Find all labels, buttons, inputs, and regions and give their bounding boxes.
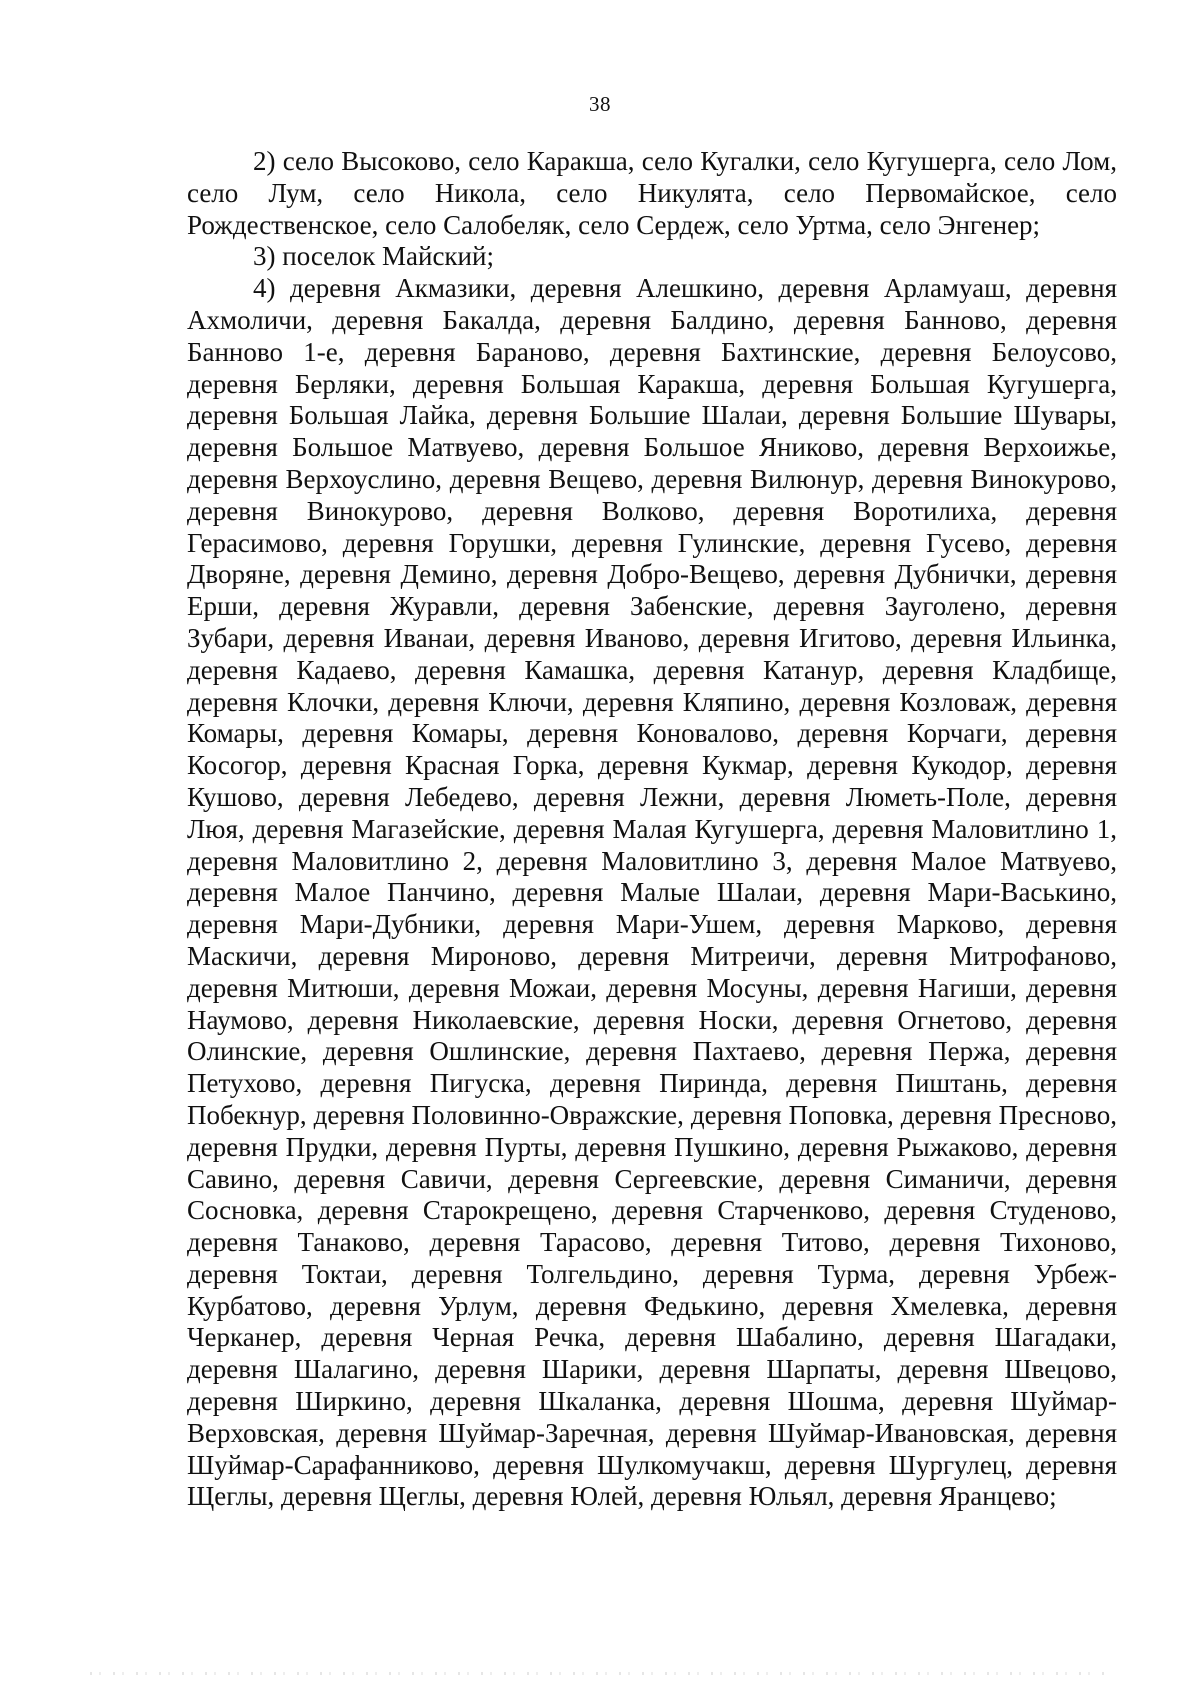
page-number: 38 <box>589 92 611 116</box>
document-body <box>187 146 1117 1513</box>
paragraph-villages-derevnya: 4) деревня Акмазики, деревня Алешкино, деревня Арламуаш, деревня Ахмоличи, деревня Бакалда, деревня Балдино, деревня Банново, деревня Банново 1-е, деревня Бараново, деревня Бахтинские, деревня Белоусово, деревня Берляки, деревня Большая Каракша, деревня Большая Кугушерга, деревня Большая Лайка, деревня Большие Шалаи, деревня Большие Шувары, деревня Большое Матвуево, деревня Большое Яниково, деревня Верхоижье, деревня Верхоуслино, деревня Вещево, деревня Вилюнур, деревня Винокурово, деревня Винокурово, деревня Волково, деревня Воротилиха, деревня Герасимово, деревня Горушки, деревня Гулинские, деревня Гусево, деревня Дворяне, деревня Демино, деревня Добро-Вещево, деревня Дубнички, деревня Ерши, деревня Журавли, деревня Забенские, деревня Зауголено, деревня Зубари, деревня Иванаи, деревня Иваново, деревня Игитово, деревня Ильинка, деревня Кадаево, деревня Камашка, деревня Катанур, деревня Кладбище, деревня Клочки, деревня Ключи, деревня Кляпино, деревня Козловаж, деревня Комары, деревня Комары, деревня Коновалово, деревня Корчаги, деревня Косогор, деревня Красная Горка, деревня Кукмар, деревня Кукодор, деревня Кушово, деревня Лебедево, деревня Лежни, деревня Люметь-Поле, деревня Люя, деревня Магазейские, деревня Малая Кугушерга, деревня Маловитлино 1, деревня Маловитлино 2, деревня Маловитлино 3, деревня Малое Матвуево, деревня Малое Панчино, деревня Малые Шалаи, деревня Мари-Васькино, деревня Мари-Дубники, деревня Мари-Ушем, деревня Марково, деревня Маскичи, деревня Мироново, деревня Митреичи, деревня Митрофаново, деревня Митюши, деревня Можаи, деревня Мосуны, деревня Нагиши, деревня Наумово, деревня Николаевские, деревня Носки, деревня Огнетово, деревня Олинские, деревня Ошлинские, деревня Пахтаево, деревня Пержа, деревня Петухово, деревня Пигуска, деревня Пиринда, деревня Пиштань, деревня Побекнур, деревня Половинно-Овражские, деревня Поповка, деревня Пресново, деревня Прудки, деревня Пурты, деревня Пушкино, деревня Рыжаково, деревня Савино, деревня Савичи, деревня Сергеевские, деревня Симаничи, деревня Сосновка, деревня Старокрещено, деревня Старченково, деревня Студеново, деревня Танаково, деревня Тарасово, деревня Титово, деревня Тихоново, деревня Токтаи, деревня Толгельдино, деревня Турма, деревня Урбеж-Курбатово, деревня Урлум, деревня Федькино, деревня Хмелевка, деревня Черканер, деревня Черная Речка, деревня Шабалино, деревня Шагадаки, деревня Шалагино, деревня Шарики, деревня Шарпаты, деревня Швецово, деревня Ширкино, деревня Шкаланка, деревня Шошма, деревня Шуймар-Верховская, деревня Шуймар-Заречная, деревня Шуймар-Ивановская, деревня Шуймар-Сарафанниково, деревня Шулкомучакш, деревня Шургулец, деревня Щеглы, деревня Щеглы, деревня Юлей, деревня Юльял, деревня Яранцево; <box>187 273 1117 1512</box>
paragraph-villages-selo: 2) село Высоково, село Каракша, село Кугалки, село Кугушерга, село Лом, село Лум, село Никола, село Никулята, село Первомайское, село Рождественское, село Салобеляк, село Сердеж, село Уртма, село Энгенер; <box>187 146 1117 240</box>
paragraph-settlement-poselok: 3) поселок Майский; <box>253 241 494 272</box>
scan-artifact <box>90 1672 1110 1675</box>
